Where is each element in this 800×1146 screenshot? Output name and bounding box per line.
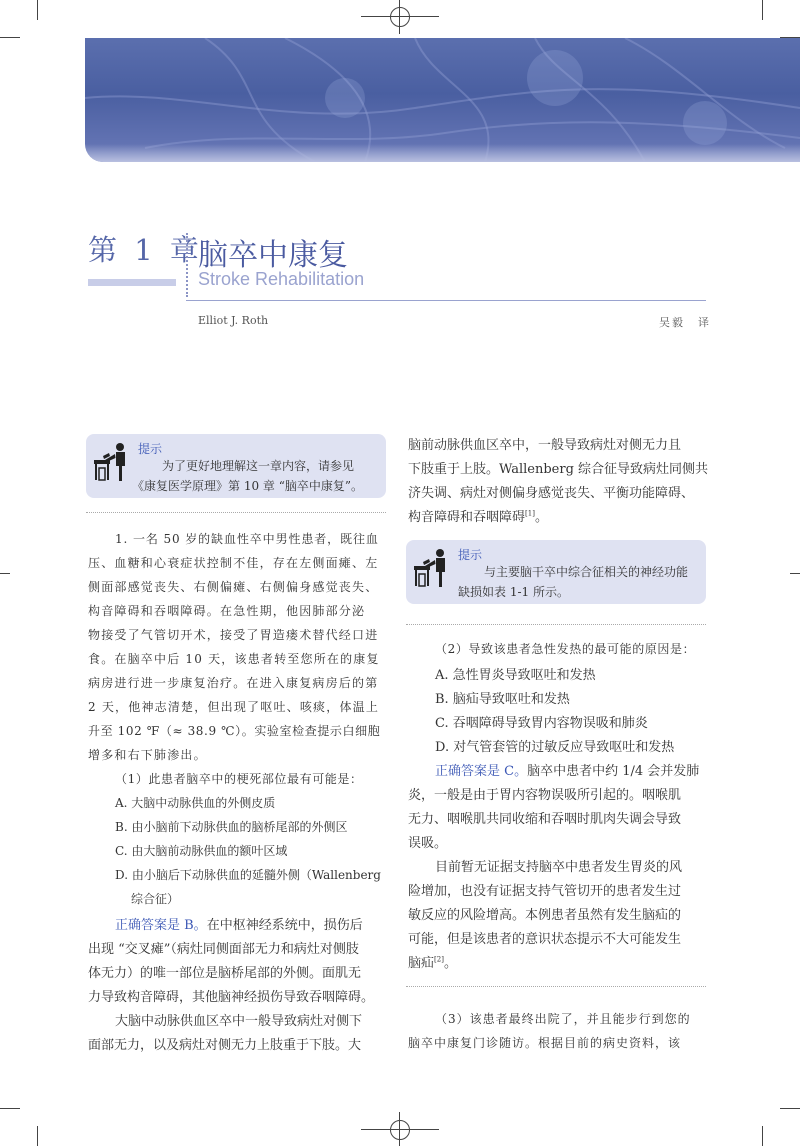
text-line: 大脑中动脉供血区卒中一般导致病灶对侧下 (115, 1014, 363, 1029)
option-d-continued: 综合征） (131, 892, 180, 906)
option-d: D. 由小脑后下动脉供血的延髓外侧（Wallenberg (115, 868, 381, 882)
text-line: 脑前动脉供血区卒中，一般导致病灶对侧无力且 (408, 438, 682, 453)
text-line: 力导致构音障碍，其他脑神经损伤导致吞咽障碍。 (88, 990, 375, 1005)
dotted-rule (406, 624, 706, 625)
text-line: 无力、咽喉肌共同收缩和吞咽时肌肉失调会导致 (408, 812, 682, 827)
text-line: 脑卒中康复门诊随访。根据目前的病史资料，该 (408, 1036, 682, 1050)
chapter-number: 第 1 章 (88, 233, 203, 267)
option-d: D. 对气管套管的过敏反应导致呕吐和发热 (435, 740, 675, 755)
reading-person-icon (412, 548, 452, 590)
text-line: 增多和右下肺渗出。 (88, 748, 207, 762)
tip-text-line: 缺损如表 1-1 所示。 (458, 585, 569, 599)
tip-label: 提示 (458, 548, 483, 562)
reading-person-icon (92, 442, 132, 484)
text-line: 下肢重于上肢。Wallenberg 综合征导致病灶同侧共 (408, 462, 709, 477)
option-a: A. 急性胃炎导致呕吐和发热 (435, 668, 596, 683)
option-c: C. 吞咽障碍导致胃内容物误吸和肺炎 (435, 716, 648, 731)
dotted-rule (406, 986, 706, 987)
answer-text: 在中枢神经系统中，损伤后 (206, 918, 363, 933)
text-line: 压、血糖和心衰症状控制不佳，存在左侧面瘫、左 (88, 556, 379, 570)
text-line: 2 天，他神志清楚，但出现了呕吐、咳痰，体温上 (88, 700, 380, 714)
text-line: 侧面部感觉丧失、右侧偏瘫、右侧偏身感觉丧失、 (88, 580, 379, 594)
tip-box-right (406, 540, 706, 604)
text-line: 误吸。 (408, 836, 448, 851)
text-line: 物接受了气管切开术，接受了胃造瘘术替代经口进 (88, 628, 379, 642)
answer-text: 脑卒中患者中约 1/4 会并发肺 (527, 764, 700, 779)
option-a: A. 大脑中动脉供血的外侧皮质 (115, 796, 276, 810)
text-line: 目前暂无证据支持脑卒中患者发生胃炎的风 (435, 860, 683, 875)
banner-fade (85, 144, 800, 162)
citation-ref: [1] (525, 509, 535, 518)
text-line (408, 506, 548, 525)
question-3: （3）该患者最终出院了，并且能步行到您的 (435, 1012, 691, 1026)
tip-label: 提示 (138, 442, 163, 456)
author-name: Elliot J. Roth (198, 314, 269, 327)
option-c: C. 由大脑前动脉供血的额叶区域 (115, 844, 288, 858)
text-line: 出现 “交叉瘫”（病灶同侧面部无力和病灶对侧肢 (88, 942, 359, 957)
text-line: 构音障碍和吞咽障碍。在急性期，他因肺部分泌 (88, 604, 366, 618)
text-line: 升至 102 ℉（≈ 38.9 ℃）。实验室检查提示白细胞 (88, 724, 381, 738)
chapter-rule (186, 300, 706, 301)
text-segment: 脑疝 (408, 956, 435, 971)
text-line: 面部无力，以及病灶对侧无力上肢重于下肢。大 (88, 1038, 362, 1053)
question-1: （1）此患者脑卒中的梗死部位最有可能是： (115, 772, 363, 786)
chapter-divider (186, 233, 188, 297)
text-line: 济失调、病灶对侧偏身感觉丧失、平衡功能障碍、 (408, 486, 695, 501)
text-line: 1. 一名 50 岁的缺血性卒中男性患者，既往血 (115, 532, 379, 546)
tip-text-line: 与主要脑干卒中综合征相关的神经功能 (484, 565, 689, 579)
text-line: 体无力）的唯一部位是脑桥尾部的外侧。面肌无 (88, 966, 362, 981)
text-line: 炎，一般是由于胃内容物误吸所引起的。咽喉肌 (408, 788, 682, 803)
answer-label: 正确答案是 C。 (435, 764, 528, 779)
text-line: 险增加，也没有证据支持气管切开的患者发生过 (408, 884, 682, 899)
question-2: （2）导致该患者急性发热的最可能的原因是： (435, 642, 696, 656)
text-segment: 。 (534, 510, 548, 525)
option-b: B. 脑疝导致呕吐和发热 (435, 692, 570, 707)
tip-text-line: 《康复医学原理》第 10 章 “脑卒中康复”。 (132, 479, 363, 493)
translator-name: 吴毅 译 (659, 316, 711, 329)
text-line (408, 952, 457, 971)
answer-1 (115, 914, 363, 933)
answer-label: 正确答案是 B。 (115, 918, 207, 933)
citation-ref: [2] (434, 955, 444, 964)
tip-box-left (86, 434, 386, 498)
chapter-banner (85, 38, 800, 162)
option-b: B. 由小脑前下动脉供血的脑桥尾部的外侧区 (115, 820, 348, 834)
chapter-number-bar (88, 279, 176, 286)
dotted-rule (86, 512, 386, 513)
chapter-title: 脑卒中康复 (198, 238, 348, 273)
text-segment: 构音障碍和吞咽障碍 (408, 510, 526, 525)
chapter-subtitle: Stroke Rehabilitation (198, 269, 365, 289)
text-line: 可能，但是该患者的意识状态提示不大可能发生 (408, 932, 682, 947)
answer-2 (435, 760, 699, 779)
text-segment: 。 (443, 956, 457, 971)
text-line: 敏反应的风险增高。本例患者虽然有发生脑疝的 (408, 908, 682, 923)
text-line: 食。在脑卒中后 10 天，该患者转至您所在的康复 (88, 652, 380, 666)
text-line: 病房进行进一步康复治疗。在进入康复病房后的第 (88, 676, 379, 690)
tip-text-line: 为了更好地理解这一章内容，请参见 (162, 459, 355, 473)
